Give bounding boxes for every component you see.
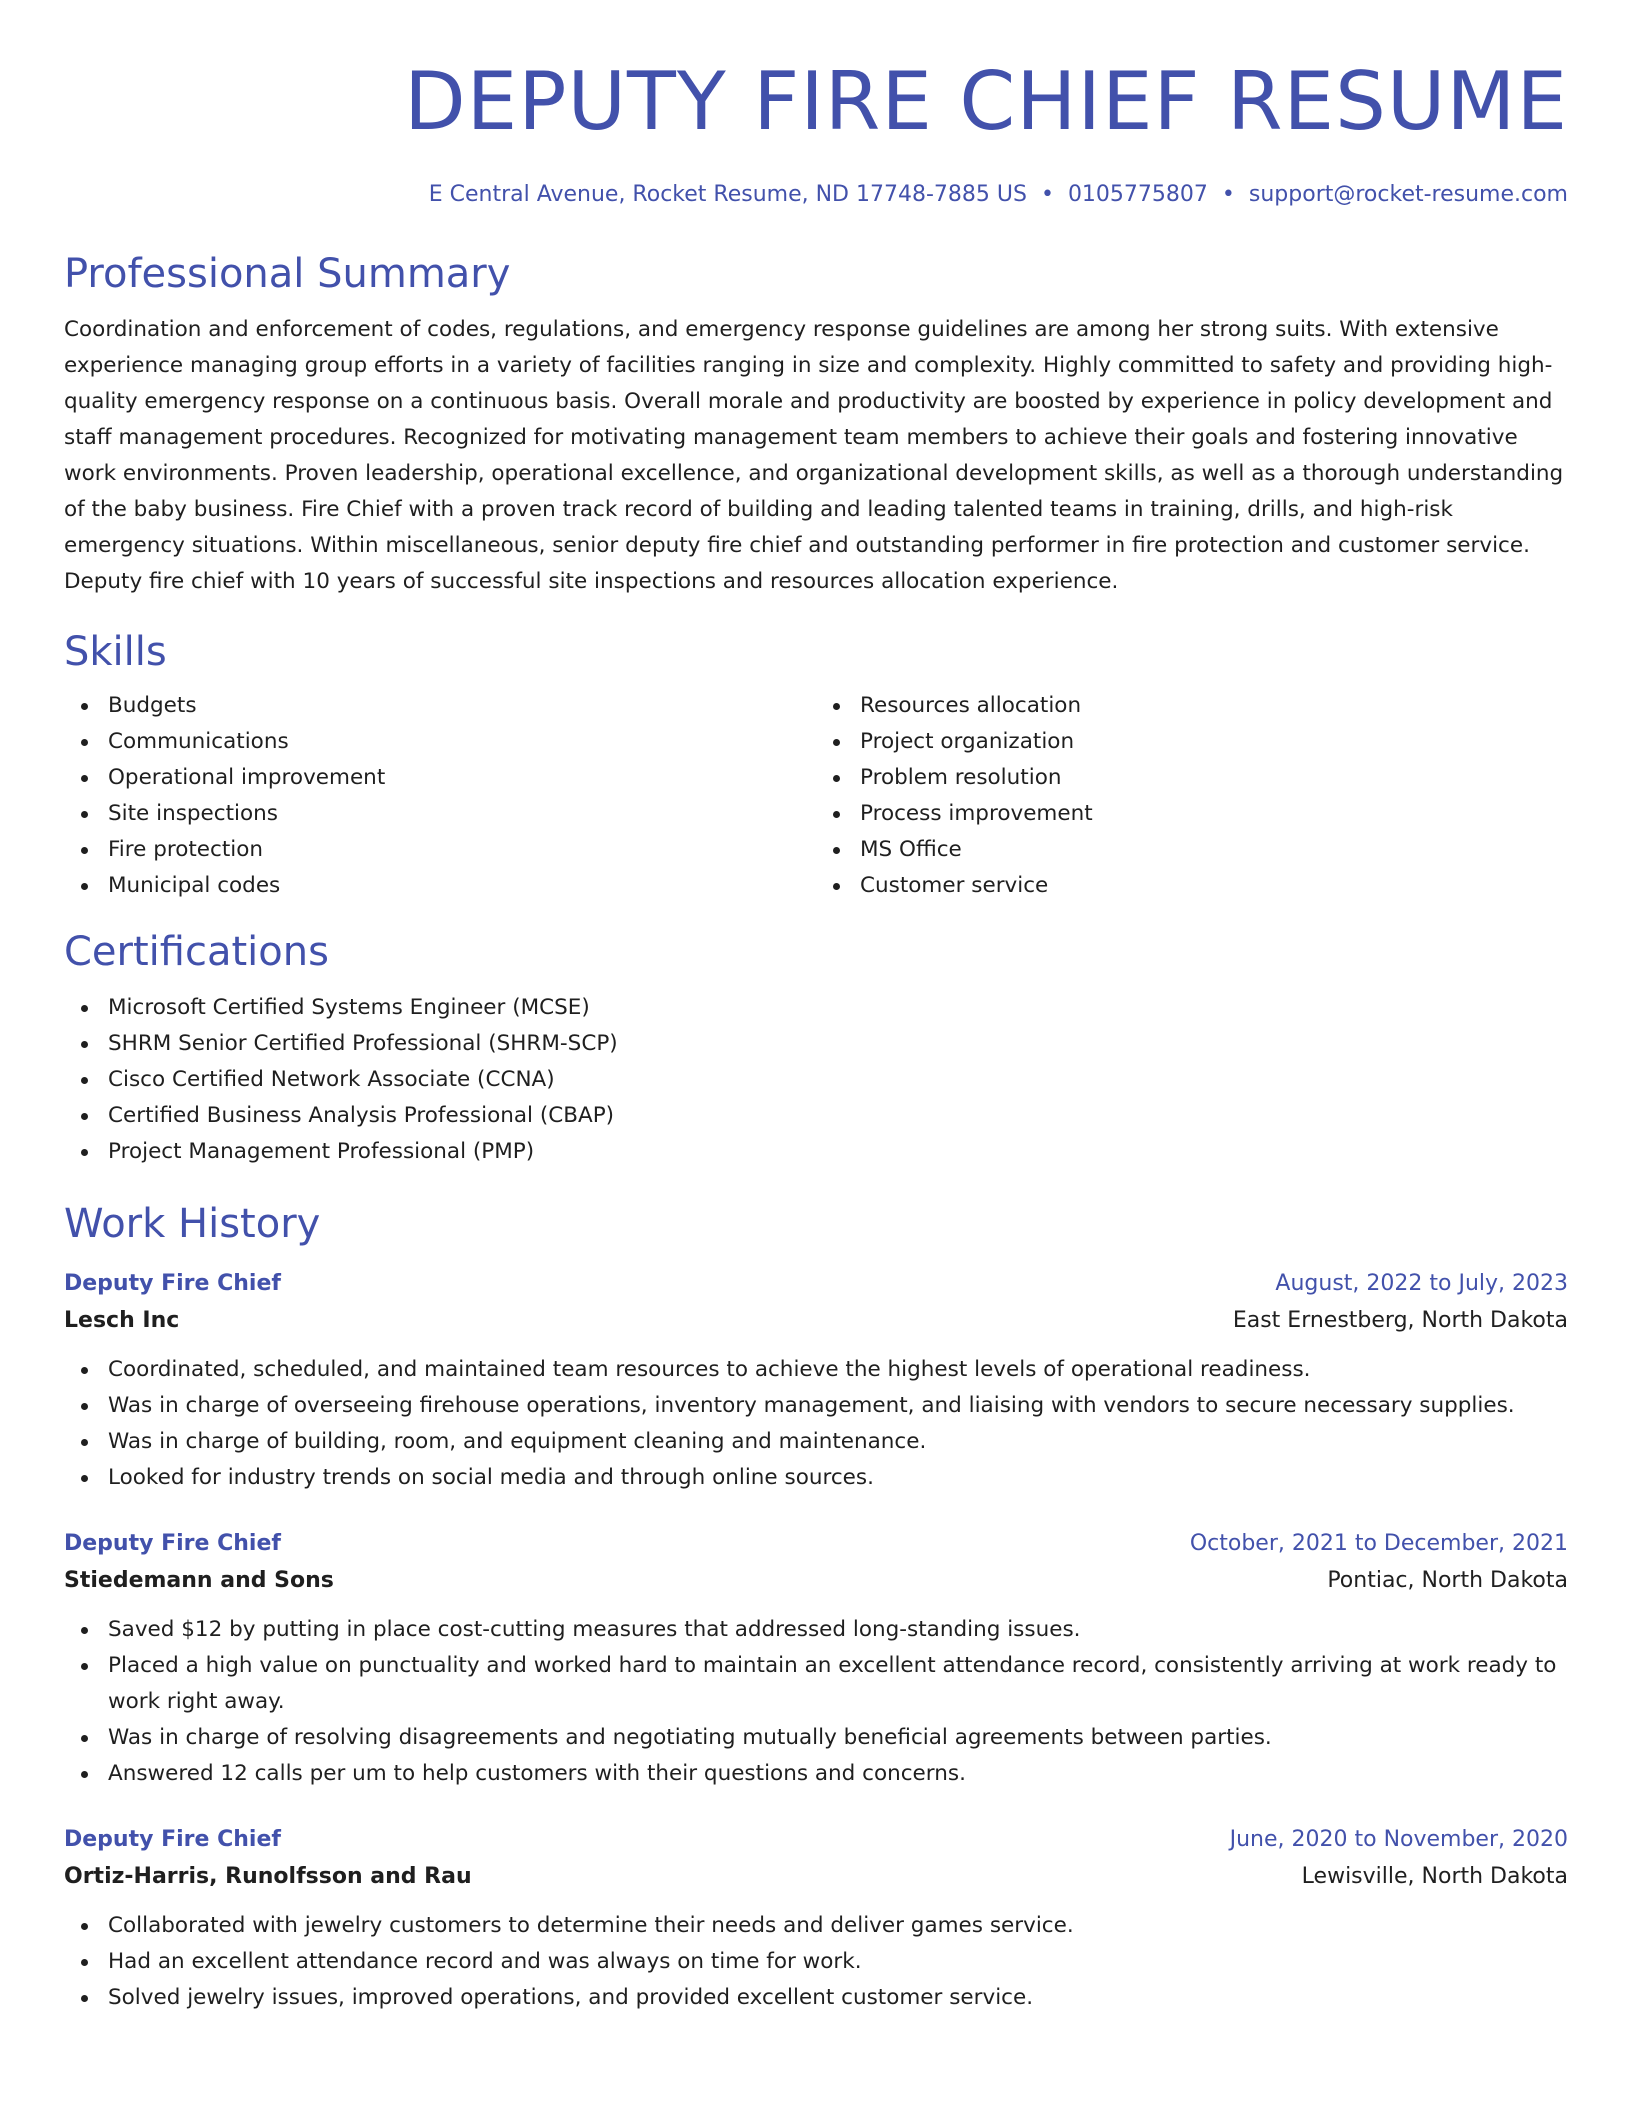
skill-item: MS Office: [816, 832, 1568, 868]
job-location: East Ernestberg, North Dakota: [1232, 1308, 1568, 1333]
skill-item: Project organization: [816, 724, 1568, 760]
job-bullet: Answered 12 calls per um to help customers with their questions and concerns.: [64, 1756, 1568, 1792]
skill-item: Site inspections: [64, 796, 816, 832]
job-bullets: [64, 1908, 1568, 2016]
skills-list-right: [816, 688, 1568, 904]
certifications-list: [64, 990, 1568, 1170]
job-company-row: [64, 1858, 1568, 1896]
job-title: Deputy Fire Chief: [64, 1271, 281, 1296]
job-location: Pontiac, North Dakota: [1327, 1568, 1568, 1593]
resume-page: [64, 0, 1568, 2016]
job-bullet: Solved jewelry issues, improved operations, and provided excellent customer service.: [64, 1980, 1568, 2016]
certifications-heading: Certifications: [64, 929, 329, 975]
skills-heading: Skills: [64, 629, 167, 675]
job-bullet: Had an excellent attendance record and was always on time for work.: [64, 1944, 1568, 1980]
skill-item: Operational improvement: [64, 760, 816, 796]
job-title: Deputy Fire Chief: [64, 1827, 281, 1852]
job-entry: [64, 1266, 1568, 1496]
job-title: Deputy Fire Chief: [64, 1531, 281, 1556]
work-history-heading: Work History: [64, 1201, 321, 1247]
separator-dot: •: [1221, 182, 1235, 207]
job-bullets: [64, 1352, 1568, 1496]
resume-title: DEPUTY FIRE CHIEF RESUME: [404, 55, 1568, 148]
job-company: Lesch Inc: [64, 1308, 180, 1333]
job-bullet: Placed a high value on punctuality and worked hard to maintain an excellent attendance record, consistently arriving at work ready to work right away.: [64, 1648, 1568, 1720]
job-company-row: [64, 1562, 1568, 1600]
certification-item: Project Management Professional (PMP): [64, 1134, 1568, 1170]
job-location: Lewisville, North Dakota: [1301, 1864, 1568, 1889]
skill-item: Process improvement: [816, 796, 1568, 832]
certification-item: Microsoft Certified Systems Engineer (MCSE): [64, 990, 1568, 1026]
summary-heading: Professional Summary: [64, 251, 511, 297]
job-dates: June, 2020 to November, 2020: [1229, 1827, 1568, 1852]
skills-list-left: [64, 688, 816, 904]
job-entry: [64, 1526, 1568, 1792]
job-bullet: Was in charge of building, room, and equipment cleaning and maintenance.: [64, 1424, 1568, 1460]
certification-item: SHRM Senior Certified Professional (SHRM-SCP): [64, 1026, 1568, 1062]
summary-text: Coordination and enforcement of codes, regulations, and emergency response guidelines are among her strong suits. With extensive experience managing group efforts in a variety of facilities ranging in size and complexity. Highly committed to safety and providing high-quality emergency response on a continuous basis. Overall morale and productivity are boosted by experience in policy development and staff management procedures. Recognized for motivating management team members to achieve their goals and fostering innovative work environments. Proven leadership, operational excellence, and organizational development skills, as well as a thorough understanding of the baby business. Fire Chief with a proven track record of building and leading talented teams in training, drills, and high-risk emergency situations. Within miscellaneous, senior deputy fire chief and outstanding performer in fire protection and customer service. Deputy fire chief with 10 years of successful site inspections and resources allocation experience.: [64, 317, 1564, 594]
email-link[interactable]: support@rocket-resume.com: [1248, 182, 1568, 207]
skill-item: Customer service: [816, 868, 1568, 904]
job-dates: October, 2021 to December, 2021: [1189, 1531, 1568, 1556]
job-bullet: Looked for industry trends on social media and through online sources.: [64, 1460, 1568, 1496]
skill-item: Fire protection: [64, 832, 816, 868]
certification-item: Cisco Certified Network Associate (CCNA): [64, 1062, 1568, 1098]
skill-item: Problem resolution: [816, 760, 1568, 796]
job-title-row: [64, 1822, 1568, 1858]
job-bullet: Was in charge of overseeing firehouse operations, inventory management, and liaising with vendors to secure necessary supplies.: [64, 1388, 1568, 1424]
job-title-row: [64, 1266, 1568, 1302]
job-dates: August, 2022 to July, 2023: [1275, 1271, 1568, 1296]
job-company: Ortiz-Harris, Runolfsson and Rau: [64, 1864, 472, 1889]
job-bullet: Was in charge of resolving disagreements and negotiating mutually beneficial agreements between parties.: [64, 1720, 1568, 1756]
job-bullet: Coordinated, scheduled, and maintained team resources to achieve the highest levels of operational readiness.: [64, 1352, 1568, 1388]
skill-item: Communications: [64, 724, 816, 760]
job-company-row: [64, 1302, 1568, 1340]
contact-line: [64, 180, 1568, 210]
certification-item: Certified Business Analysis Professional (CBAP): [64, 1098, 1568, 1134]
skill-item: Resources allocation: [816, 688, 1568, 724]
skills-columns: [64, 688, 1568, 904]
job-bullets: [64, 1612, 1568, 1792]
job-bullet: Saved $12 by putting in place cost-cutting measures that addressed long-standing issues.: [64, 1612, 1568, 1648]
separator-dot: •: [1040, 182, 1054, 207]
job-title-row: [64, 1526, 1568, 1562]
job-entry: [64, 1822, 1568, 2016]
job-bullet: Collaborated with jewelry customers to determine their needs and deliver games service.: [64, 1908, 1568, 1944]
skill-item: Municipal codes: [64, 868, 816, 904]
job-company: Stiedemann and Sons: [64, 1568, 334, 1593]
phone-text: 0105775807: [1067, 182, 1208, 207]
skill-item: Budgets: [64, 688, 816, 724]
address-text: E Central Avenue, Rocket Resume, ND 17748-7885 US: [428, 182, 1027, 207]
